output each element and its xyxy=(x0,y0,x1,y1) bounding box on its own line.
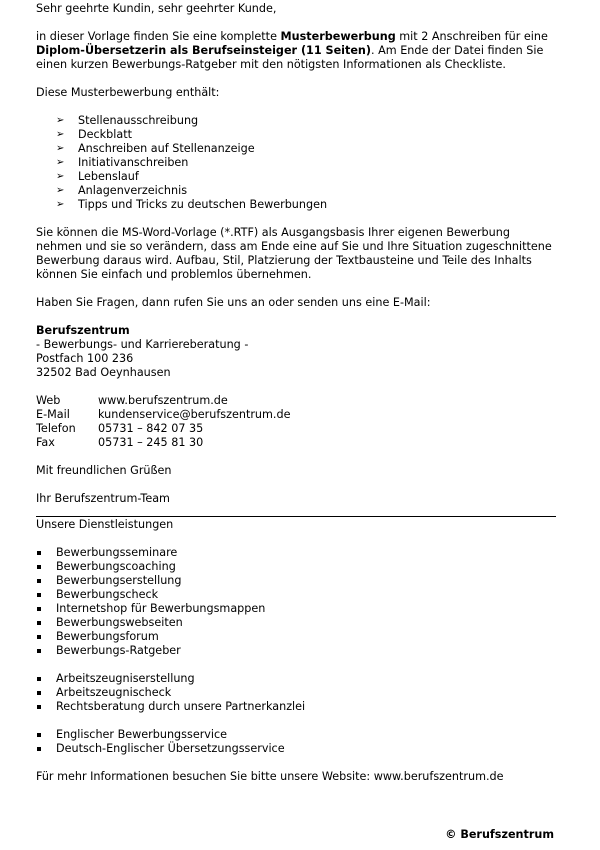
square-bullet-icon xyxy=(37,649,41,653)
square-bullet-icon xyxy=(37,607,41,611)
list-item: ➢ Initiativanschreiben xyxy=(56,156,189,169)
list-item: Rechtsberatung durch unsere Partnerkanzlei xyxy=(36,700,556,714)
list-item: ➢ Deckblatt xyxy=(56,128,132,141)
contact-row-web: Web www.berufszentrum.de xyxy=(36,394,228,407)
list-item: ➢ Anlagenverzeichnis xyxy=(56,184,188,197)
square-bullet-icon xyxy=(37,565,41,569)
arrow-bullet-icon: ➢ xyxy=(56,115,65,126)
services-list-3 xyxy=(36,728,556,756)
list-item: Englischer Bewerbungsservice xyxy=(36,728,556,742)
email-link[interactable]: kundenservice@berufszentrum.de xyxy=(98,408,291,421)
services-heading: Unsere Dienstleistungen xyxy=(36,518,174,531)
copyright: © Berufszentrum xyxy=(445,828,554,841)
square-bullet-icon xyxy=(37,705,41,709)
web-link[interactable]: www.berufszentrum.de xyxy=(98,394,228,407)
company-subtitle: - Bewerbungs- und Karriereberatung - xyxy=(36,338,249,351)
contents-heading: Diese Musterbewerbung enthält: xyxy=(36,86,220,99)
square-bullet-icon xyxy=(37,677,41,681)
square-bullet-icon xyxy=(37,621,41,625)
services-list-1 xyxy=(36,546,556,658)
address-line-1: Postfach 100 236 xyxy=(36,352,134,365)
contact-row-email: E-Mail kundenservice@berufszentrum.de xyxy=(36,408,291,421)
contact-row-phone: Telefon 05731 – 842 07 35 xyxy=(36,422,204,435)
intro-bold-2: Diplom-Übersetzerin als Berufseinsteiger (11 Seiten) xyxy=(36,44,372,57)
square-bullet-icon xyxy=(37,635,41,639)
square-bullet-icon xyxy=(37,579,41,583)
usage-paragraph: Sie können die MS-Word-Vorlage (*.RTF) als Ausgangsbasis Ihrer eigenen Bewerbung nehmen und sie so verändern, dass am Ende eine auf Sie und Ihre Situation zugeschnittene Bewerbung daraus wird. Aufbau, Stil, Platzierung der Textbausteine und Teile des Inhalts können Sie einfach und problemlos übernehmen. xyxy=(36,226,552,281)
list-item: Bewerbungserstellung xyxy=(36,574,556,588)
section-divider xyxy=(36,516,556,517)
list-item: ➢ Tipps und Tricks zu deutschen Bewerbungen xyxy=(56,198,328,211)
services-list-2 xyxy=(36,672,556,714)
intro-paragraph xyxy=(36,30,556,72)
list-item: ➢ Stellenausschreibung xyxy=(56,114,199,127)
greeting: Sehr geehrte Kundin, sehr geehrter Kunde, xyxy=(36,2,277,15)
square-bullet-icon xyxy=(37,551,41,555)
intro-text-3: . Am Ende der Datei finden Sie einen kurzen Bewerbungs-Ratgeber mit den nötigsten Informationen als Checkliste. xyxy=(36,44,544,71)
intro-text-1: in dieser Vorlage finden Sie eine komplette xyxy=(36,30,281,43)
document-page xyxy=(36,2,556,784)
arrow-bullet-icon: ➢ xyxy=(56,185,65,196)
contact-row-fax: Fax 05731 – 245 81 30 xyxy=(36,436,204,449)
signature: Ihr Berufszentrum-Team xyxy=(36,492,170,505)
arrow-bullet-icon: ➢ xyxy=(56,157,65,168)
contents-list xyxy=(36,114,556,212)
list-item: Bewerbungsforum xyxy=(36,630,556,644)
list-item: Bewerbungscoaching xyxy=(36,560,556,574)
contact-block xyxy=(36,394,556,450)
footer-info: Für mehr Informationen besuchen Sie bitte unsere Website: www.berufszentrum.de xyxy=(36,770,504,783)
list-item: ➢ Anschreiben auf Stellenanzeige xyxy=(56,142,255,155)
list-item: Internetshop für Bewerbungsmappen xyxy=(36,602,556,616)
address-line-2: 32502 Bad Oeynhausen xyxy=(36,366,171,379)
list-item: Bewerbungs-Ratgeber xyxy=(36,644,556,658)
arrow-bullet-icon: ➢ xyxy=(56,171,65,182)
intro-text-2: mit 2 Anschreiben für eine xyxy=(395,30,548,43)
intro-bold-1: Musterbewerbung xyxy=(280,30,396,43)
square-bullet-icon xyxy=(37,733,41,737)
list-item: Bewerbungsseminare xyxy=(36,546,556,560)
company-name: Berufszentrum xyxy=(36,324,130,337)
list-item: Bewerbungscheck xyxy=(36,588,556,602)
square-bullet-icon xyxy=(37,747,41,751)
list-item: Arbeitszeugniserstellung xyxy=(36,672,556,686)
arrow-bullet-icon: ➢ xyxy=(56,143,65,154)
square-bullet-icon xyxy=(37,691,41,695)
list-item: Arbeitszeugnischeck xyxy=(36,686,556,700)
arrow-bullet-icon: ➢ xyxy=(56,129,65,140)
questions-paragraph: Haben Sie Fragen, dann rufen Sie uns an oder senden uns eine E-Mail: xyxy=(36,296,431,309)
square-bullet-icon xyxy=(37,593,41,597)
arrow-bullet-icon: ➢ xyxy=(56,199,65,210)
list-item: Deutsch-Englischer Übersetzungsservice xyxy=(36,742,556,756)
closing: Mit freundlichen Grüßen xyxy=(36,464,172,477)
list-item: ➢ Lebenslauf xyxy=(56,170,139,183)
list-item: Bewerbungswebseiten xyxy=(36,616,556,630)
